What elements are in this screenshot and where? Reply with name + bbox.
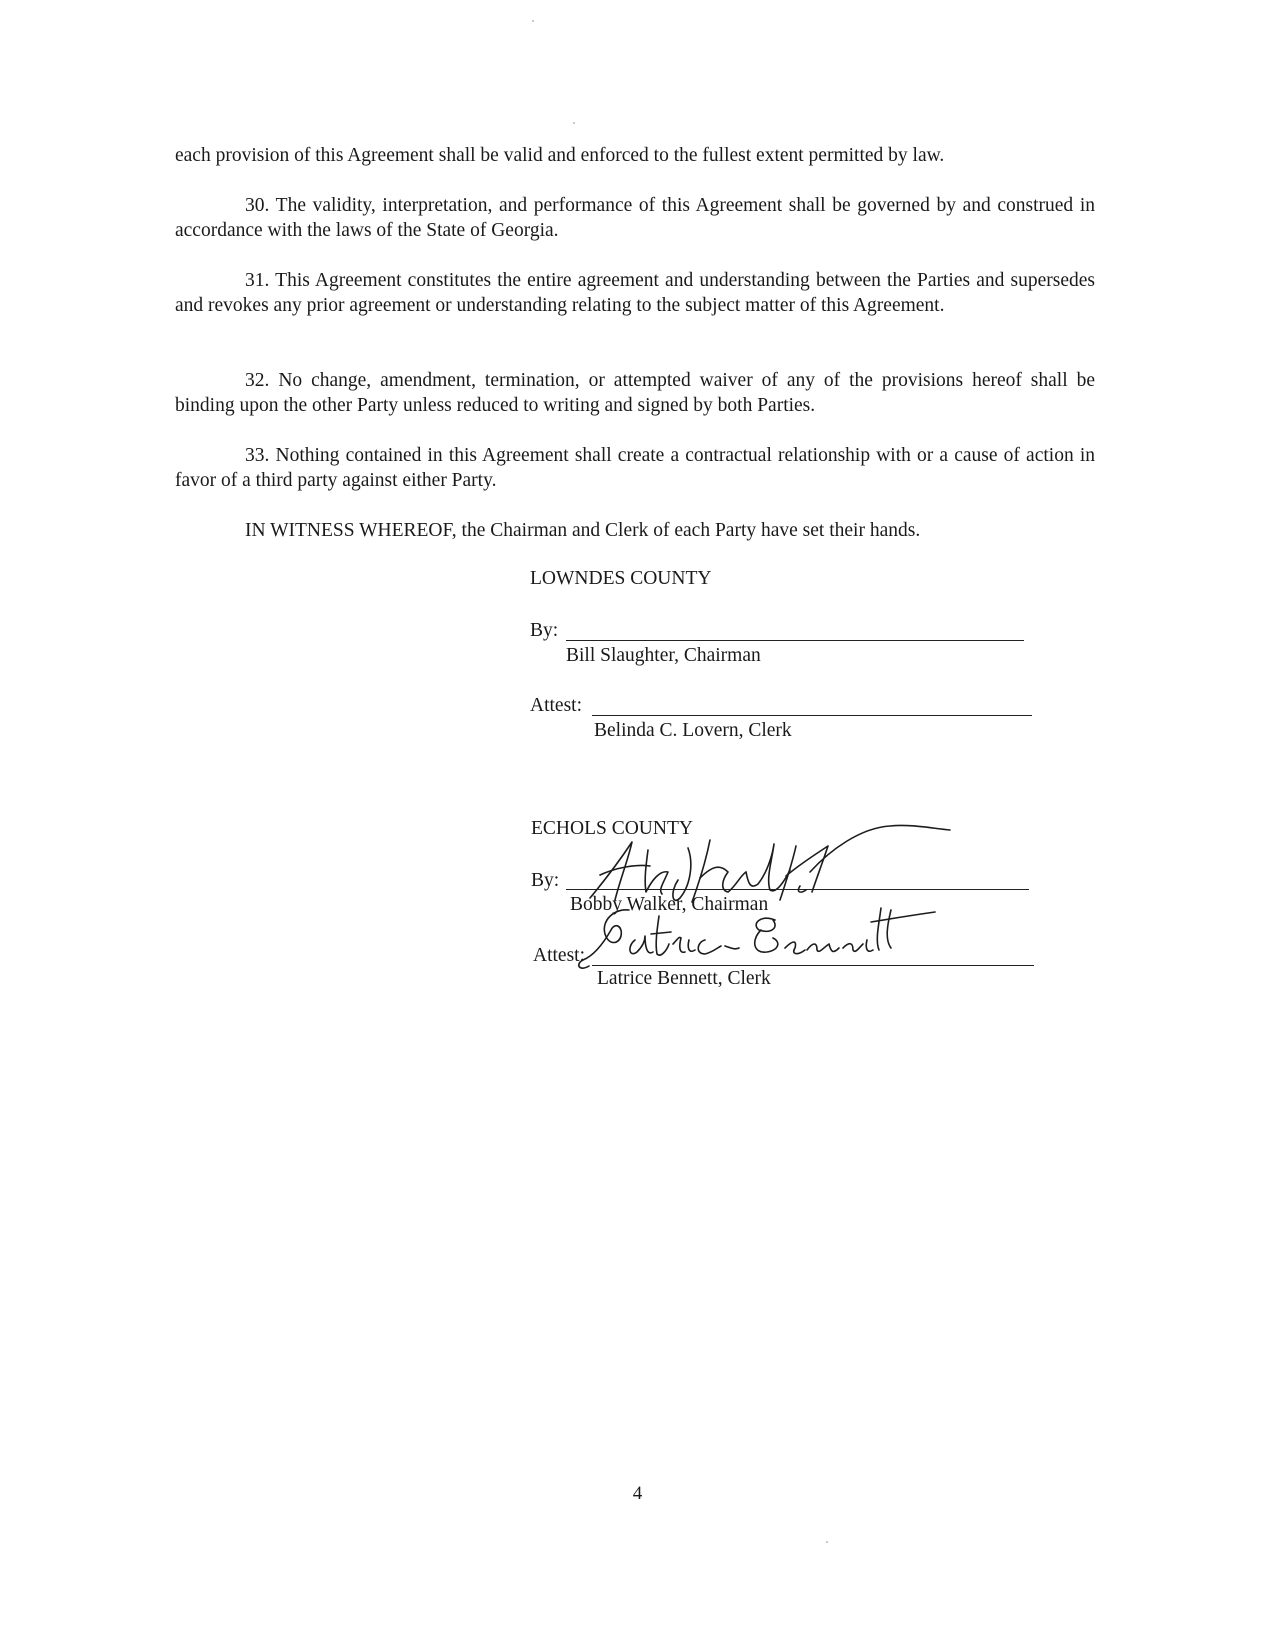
witness-clause: IN WITNESS WHEREOF, the Chairman and Clerk of each Party have set their hands.: [245, 520, 921, 541]
lowndes-chairman-signature-line: [566, 640, 1024, 641]
echols-chairman-name: Bobby Walker, Chairman: [570, 894, 769, 915]
lowndes-county-heading: LOWNDES COUNTY: [530, 568, 712, 589]
page-number: 4: [632, 1483, 643, 1504]
echols-county-heading: ECHOLS COUNTY: [531, 818, 693, 839]
paragraph-32: 32. No change, amendment, termination, or attempted waiver of any of the provisions hereof shall be binding upon the other Party unless reduced to writing and signed by both Parties.: [175, 370, 1095, 416]
echols-clerk-name: Latrice Bennett, Clerk: [597, 968, 771, 989]
echols-by-label: By:: [531, 870, 560, 891]
scan-speck: [532, 20, 534, 22]
scan-speck: [573, 122, 575, 124]
lowndes-chairman-name: Bill Slaughter, Chairman: [566, 645, 761, 666]
lowndes-attest-label: Attest:: [530, 695, 582, 716]
lowndes-clerk-name: Belinda C. Lovern, Clerk: [594, 720, 792, 741]
scan-speck: [826, 1541, 828, 1543]
lowndes-by-label: By:: [530, 620, 559, 641]
echols-attest-label: Attest:: [533, 945, 585, 966]
latrice-bennett-signature: [575, 900, 995, 980]
paragraph-31: 31. This Agreement constitutes the entire agreement and understanding between the Parties and supersedes and revokes any prior agreement or understanding relating to the subject matter of this Agreement.: [175, 270, 1095, 316]
paragraph-33: 33. Nothing contained in this Agreement shall create a contractual relationship with or a cause of action in favor of a third party against either Party.: [175, 445, 1095, 491]
paragraph-30: 30. The validity, interpretation, and performance of this Agreement shall be governed by and construed in accordance with the laws of the State of Georgia.: [175, 195, 1095, 241]
lowndes-clerk-signature-line: [592, 715, 1032, 716]
paragraph-continuation: each provision of this Agreement shall be valid and enforced to the fullest extent permitted by law.: [175, 145, 945, 166]
